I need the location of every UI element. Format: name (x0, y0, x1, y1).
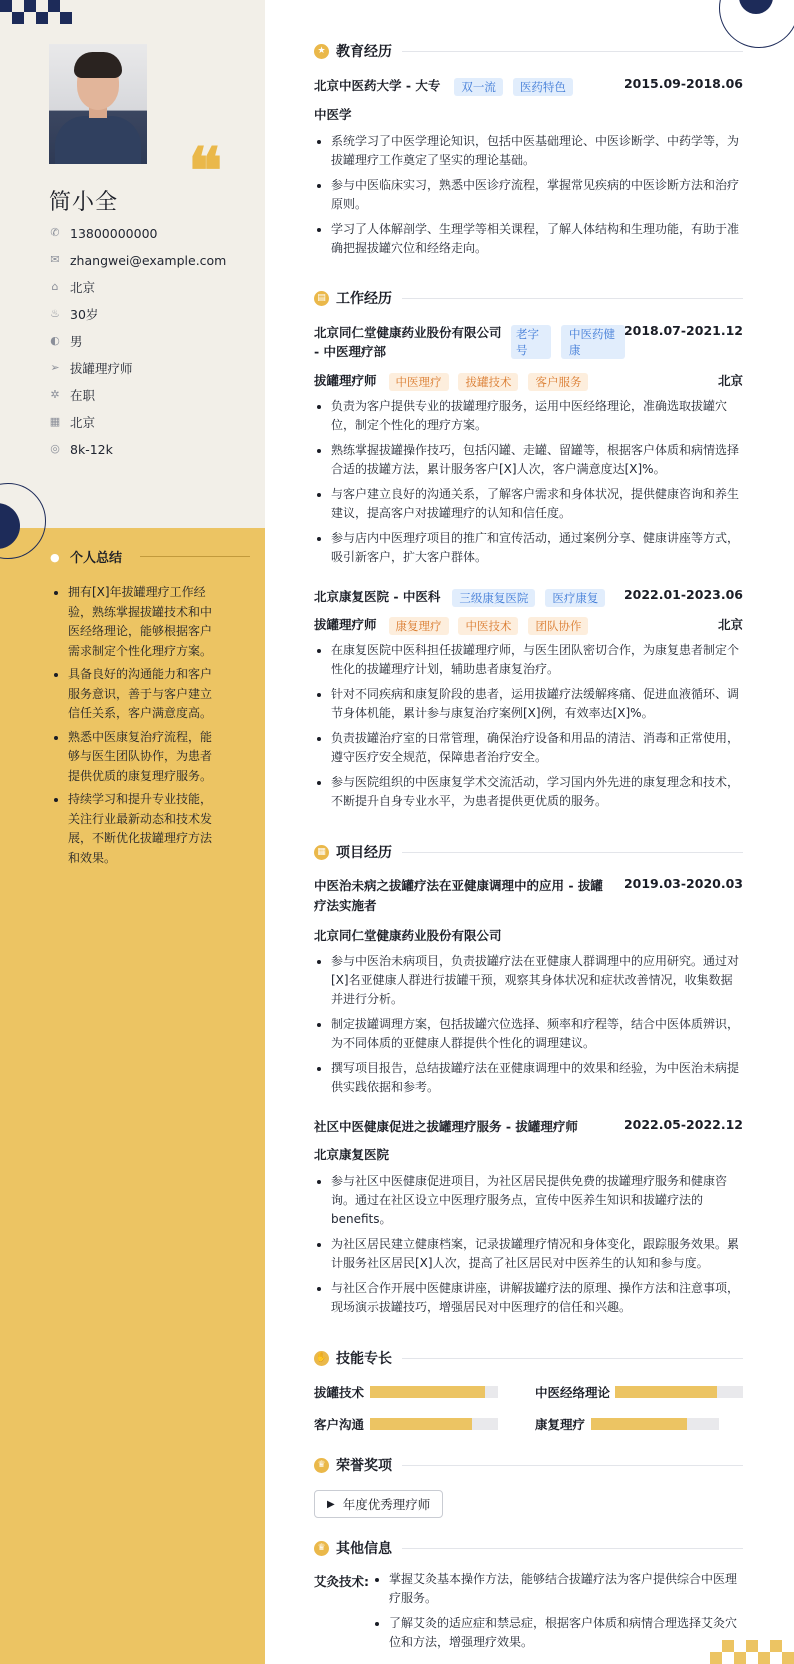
send-icon: ➢ (50, 361, 60, 374)
list-item: 学习了人体解剖学、生理学等相关课程，了解人体结构和生理功能，有助于准确把握拔罐穴位和经络走向。 (314, 220, 743, 258)
section-education-heading (314, 41, 743, 61)
person-icon: ● (50, 550, 60, 564)
project-date: 2022.05-2022.12 (623, 1117, 743, 1132)
triangle-icon: ▶ (327, 1498, 335, 1510)
contact-text: 30岁 (70, 307, 99, 322)
list-item: 制定拔罐调理方案，包括拔罐穴位选择、频率和疗程等，结合中医体质辨识，为不同体质的亚健康人群提供个性化的调理建议。 (314, 1015, 743, 1053)
divider (402, 51, 743, 52)
cake-icon: ♨ (50, 307, 60, 320)
divider (402, 852, 743, 853)
status-icon: ✲ (50, 388, 60, 401)
skill-row (535, 1384, 743, 1400)
contact-work-city (49, 413, 95, 431)
divider (402, 1548, 743, 1549)
sidebar-profile-panel (0, 0, 265, 528)
skill-tag: 团队协作 (528, 617, 588, 635)
skill-name: 中医经络理论 (535, 1385, 611, 1400)
summary-title: 个人总结 (70, 551, 123, 566)
major: 中医学 (314, 107, 352, 122)
list-item: 与客户建立良好的沟通关系，了解客户需求和身体状况，提供健康咨询和养生建议，提高客户对拔罐理疗的认知和信任度。 (314, 485, 743, 523)
contact-text: 男 (70, 334, 83, 349)
skill-row (314, 1384, 524, 1400)
award-text: 年度优秀理疗师 (342, 1497, 431, 1512)
divider (402, 298, 743, 299)
section-title: 教育经历 (336, 44, 392, 60)
project-list (314, 1172, 743, 1323)
sidebar (0, 0, 265, 1664)
education-date: 2015.09-2018.06 (623, 76, 743, 91)
list-item: 熟练掌握拔罐操作技巧，包括闪罐、走罐、留罐等，根据客户体质和病情选择合适的拔罐方法，累计服务客户[X]人次，客户满意度达[X]%。 (314, 441, 743, 479)
education-list (314, 132, 743, 264)
job-date: 2018.07-2021.12 (623, 323, 743, 338)
education-header (314, 76, 743, 96)
section-skills-heading (314, 1348, 743, 1368)
list-item: 撰写项目报告，总结拔罐疗法在亚健康调理中的效果和经验，为中医治未病提供实践依据和参考。 (314, 1059, 743, 1097)
list-item: 在康复医院中医科担任拔罐理疗师，与医生团队密切合作，为康复患者制定个性化的拔罐理疗计划，辅助患者康复治疗。 (314, 641, 743, 679)
list-item: 具备良好的沟通能力和客户服务意识，善于与客户建立信任关系，客户满意度高。 (52, 665, 220, 724)
skill-bar-fill (370, 1386, 485, 1398)
job-duty-list (314, 641, 743, 817)
divider (140, 556, 250, 557)
school-name: 北京中医药大学 - 大专 (314, 78, 441, 93)
company-tag: 中医药健康 (561, 325, 625, 359)
summary-heading (50, 547, 122, 566)
contact-phone (49, 224, 157, 242)
company-tag: 老字号 (511, 325, 551, 359)
project-name: 中医治未病之拔罐疗法在亚健康调理中的应用 - 拔罐疗法实施者 (314, 878, 603, 913)
list-item: 负责为客户提供专业的拔罐理疗服务，运用中医经络理论，准确选取拔罐穴位，制定个性化的理疗方案。 (314, 397, 743, 435)
list-item: 与社区合作开展中医健康讲座，讲解拔罐疗法的原理、操作方法和注意事项，现场演示拔罐技巧，增强居民对中医理疗的信任和兴趣。 (314, 1279, 743, 1317)
contact-text: 13800000000 (70, 225, 158, 241)
skill-row (535, 1416, 743, 1432)
contact-age (49, 305, 98, 323)
phone-icon: ✆ (50, 226, 60, 239)
school-tag: 双一流 (454, 78, 503, 96)
skill-row (314, 1416, 524, 1432)
section-title: 其他信息 (336, 1541, 392, 1557)
divider (402, 1358, 743, 1359)
skill-bar-fill (370, 1418, 472, 1430)
list-item: 持续学习和提升专业技能，关注行业最新动态和技术发展，不断优化拔罐理疗方法和效果。 (52, 790, 220, 868)
company-tag: 医疗康复 (545, 589, 605, 607)
job-role: 拔罐理疗师 (314, 373, 377, 388)
contact-city (49, 278, 95, 296)
skill-name: 康复理疗 (535, 1417, 586, 1432)
list-item: 系统学习了中医学理论知识，包括中医基础理论、中医诊断学、中药学等，为拔罐理疗工作奠定了坚实的理论基础。 (314, 132, 743, 170)
skill-tag: 拔罐技术 (458, 373, 518, 391)
contact-position (49, 359, 133, 377)
contact-text: zhangwei@example.com (70, 252, 227, 268)
contact-text: 8k-12k (70, 441, 113, 457)
company-tag: 三级康复医院 (452, 589, 535, 607)
list-item: 参与医院组织的中医康复学术交流活动，学习国内外先进的康复理念和技术，不断提升自身专业水平，为患者提供更优质的服务。 (314, 773, 743, 811)
list-item: 拥有[X]年拔罐理疗工作经验，熟练掌握拔罐技术和中医经络理论，能够根据客户需求制定个性化理疗方案。 (52, 583, 220, 661)
home-icon: ⌂ (51, 280, 59, 293)
main-content (265, 0, 794, 1664)
job-role-row (314, 615, 743, 635)
summary-list (52, 583, 220, 872)
divider (402, 1465, 743, 1466)
skill-bar-fill (615, 1386, 717, 1398)
list-item: 参与中医治未病项目，负责拔罐疗法在亚健康人群调理中的应用研究。通过对[X]名亚健康人群进行拔罐干预，观察其身体状况和症状改善情况，收集数据并进行分析。 (314, 952, 743, 1009)
skill-tag: 康复理疗 (389, 617, 449, 635)
contact-text: 北京 (70, 415, 96, 430)
section-title: 项目经历 (336, 845, 392, 861)
project-header (314, 1117, 743, 1135)
contact-salary (49, 440, 113, 458)
project-header (314, 876, 743, 916)
list-item: 为社区居民建立健康档案，记录拔罐理疗情况和身体变化，跟踪服务效果。累计服务社区居民[X]人次，提高了社区居民对中医养生的认知和参与度。 (314, 1235, 743, 1273)
list-item: 了解艾灸的适应症和禁忌症，根据客户体质和病情合理选择艾灸穴位和方法，增强理疗效果。 (372, 1614, 743, 1652)
section-title: 技能专长 (336, 1351, 392, 1367)
project-list (314, 952, 743, 1103)
grid-icon: ▦ (314, 845, 329, 860)
contact-text: 在职 (70, 388, 96, 403)
list-item: 参与店内中医理疗项目的推广和宣传活动，通过案例分享、健康讲座等方式，吸引新客户，扩大客户群体。 (314, 529, 743, 567)
contact-status (49, 386, 95, 404)
building-icon: ▦ (49, 415, 61, 428)
job-role-row (314, 371, 743, 391)
job-duty-list (314, 397, 743, 573)
quote-icon: ❝ (188, 134, 223, 209)
company-name: 北京康复医院 - 中医科 (314, 589, 441, 604)
job-header (314, 323, 743, 363)
briefcase-icon: ▤ (314, 291, 329, 306)
company-name: 北京同仁堂健康药业股份有限公司 - 中医理疗部 (314, 325, 502, 359)
graduation-icon: ★ (314, 44, 329, 59)
skill-bar (370, 1418, 498, 1430)
job-city: 北京 (717, 373, 743, 388)
project-org: 北京康复医院 (314, 1147, 390, 1162)
other-label: 艾灸技术: (314, 1574, 369, 1589)
list-item: 熟悉中医康复治疗流程，能够与医生团队协作，为患者提供优质的康复理疗服务。 (52, 728, 220, 787)
salary-icon: ◎ (50, 442, 60, 455)
section-other-heading (314, 1538, 743, 1558)
trophy-icon: ♛ (314, 1458, 329, 1473)
skill-name: 拔罐技术 (314, 1385, 365, 1400)
job-header (314, 587, 743, 607)
skill-bar (591, 1418, 719, 1430)
list-item: 参与中医临床实习，熟悉中医诊疗流程，掌握常见疾病的中医诊断方法和治疗原则。 (314, 176, 743, 214)
skill-name: 客户沟通 (314, 1417, 365, 1432)
profile-name: 简小全 (49, 190, 119, 215)
skill-bar-fill (591, 1418, 687, 1430)
list-item: 针对不同疾病和康复阶段的患者，运用拔罐疗法缓解疼痛、促进血液循环、调节身体机能，累计参与康复治疗案例[X]例，有效率达[X]%。 (314, 685, 743, 723)
section-work-heading (314, 288, 743, 308)
job-city: 北京 (717, 617, 743, 632)
contact-text: 拔罐理疗师 (70, 361, 133, 376)
section-title: 荣誉奖项 (336, 1458, 392, 1474)
skill-tag: 客户服务 (528, 373, 588, 391)
gender-icon: ◐ (50, 334, 60, 347)
project-date: 2019.03-2020.03 (623, 876, 743, 891)
section-title: 工作经历 (336, 291, 392, 307)
list-item: 掌握艾灸基本操作方法，能够结合拔罐疗法为客户提供综合中医理疗服务。 (372, 1570, 743, 1608)
job-date: 2022.01-2023.06 (623, 587, 743, 602)
contact-gender (49, 332, 83, 350)
project-name: 社区中医健康促进之拔罐理疗服务 - 拔罐理疗师 (314, 1119, 578, 1134)
skill-bar (615, 1386, 743, 1398)
project-org: 北京同仁堂健康药业股份有限公司 (314, 928, 502, 943)
award-chip (314, 1490, 443, 1518)
mail-icon: ✉ (50, 253, 60, 266)
info-icon: ♛ (314, 1541, 329, 1556)
school-tag: 医药特色 (513, 78, 573, 96)
skill-bar (370, 1386, 498, 1398)
contact-text: 北京 (70, 280, 96, 295)
list-item: 负责拔罐治疗室的日常管理，确保治疗设备和用品的清洁、消毒和正常使用，遵守医疗安全规范，保障患者治疗安全。 (314, 729, 743, 767)
avatar (49, 44, 147, 164)
checker-decoration (0, 0, 76, 24)
list-item: 参与社区中医健康促进项目，为社区居民提供免费的拔罐理疗服务和健康咨询。通过在社区设立中医理疗服务点，宣传中医养生知识和拔罐疗法的benefits。 (314, 1172, 743, 1229)
other-list (372, 1570, 743, 1658)
contact-email[interactable] (49, 251, 226, 269)
skill-tag: 中医理疗 (389, 373, 449, 391)
checker-decoration (716, 1640, 794, 1664)
thumbs-up-icon: ✋ (314, 1351, 329, 1366)
skill-tag: 中医技术 (458, 617, 518, 635)
section-projects-heading (314, 842, 743, 862)
job-role: 拔罐理疗师 (314, 617, 377, 632)
section-awards-heading (314, 1455, 743, 1475)
